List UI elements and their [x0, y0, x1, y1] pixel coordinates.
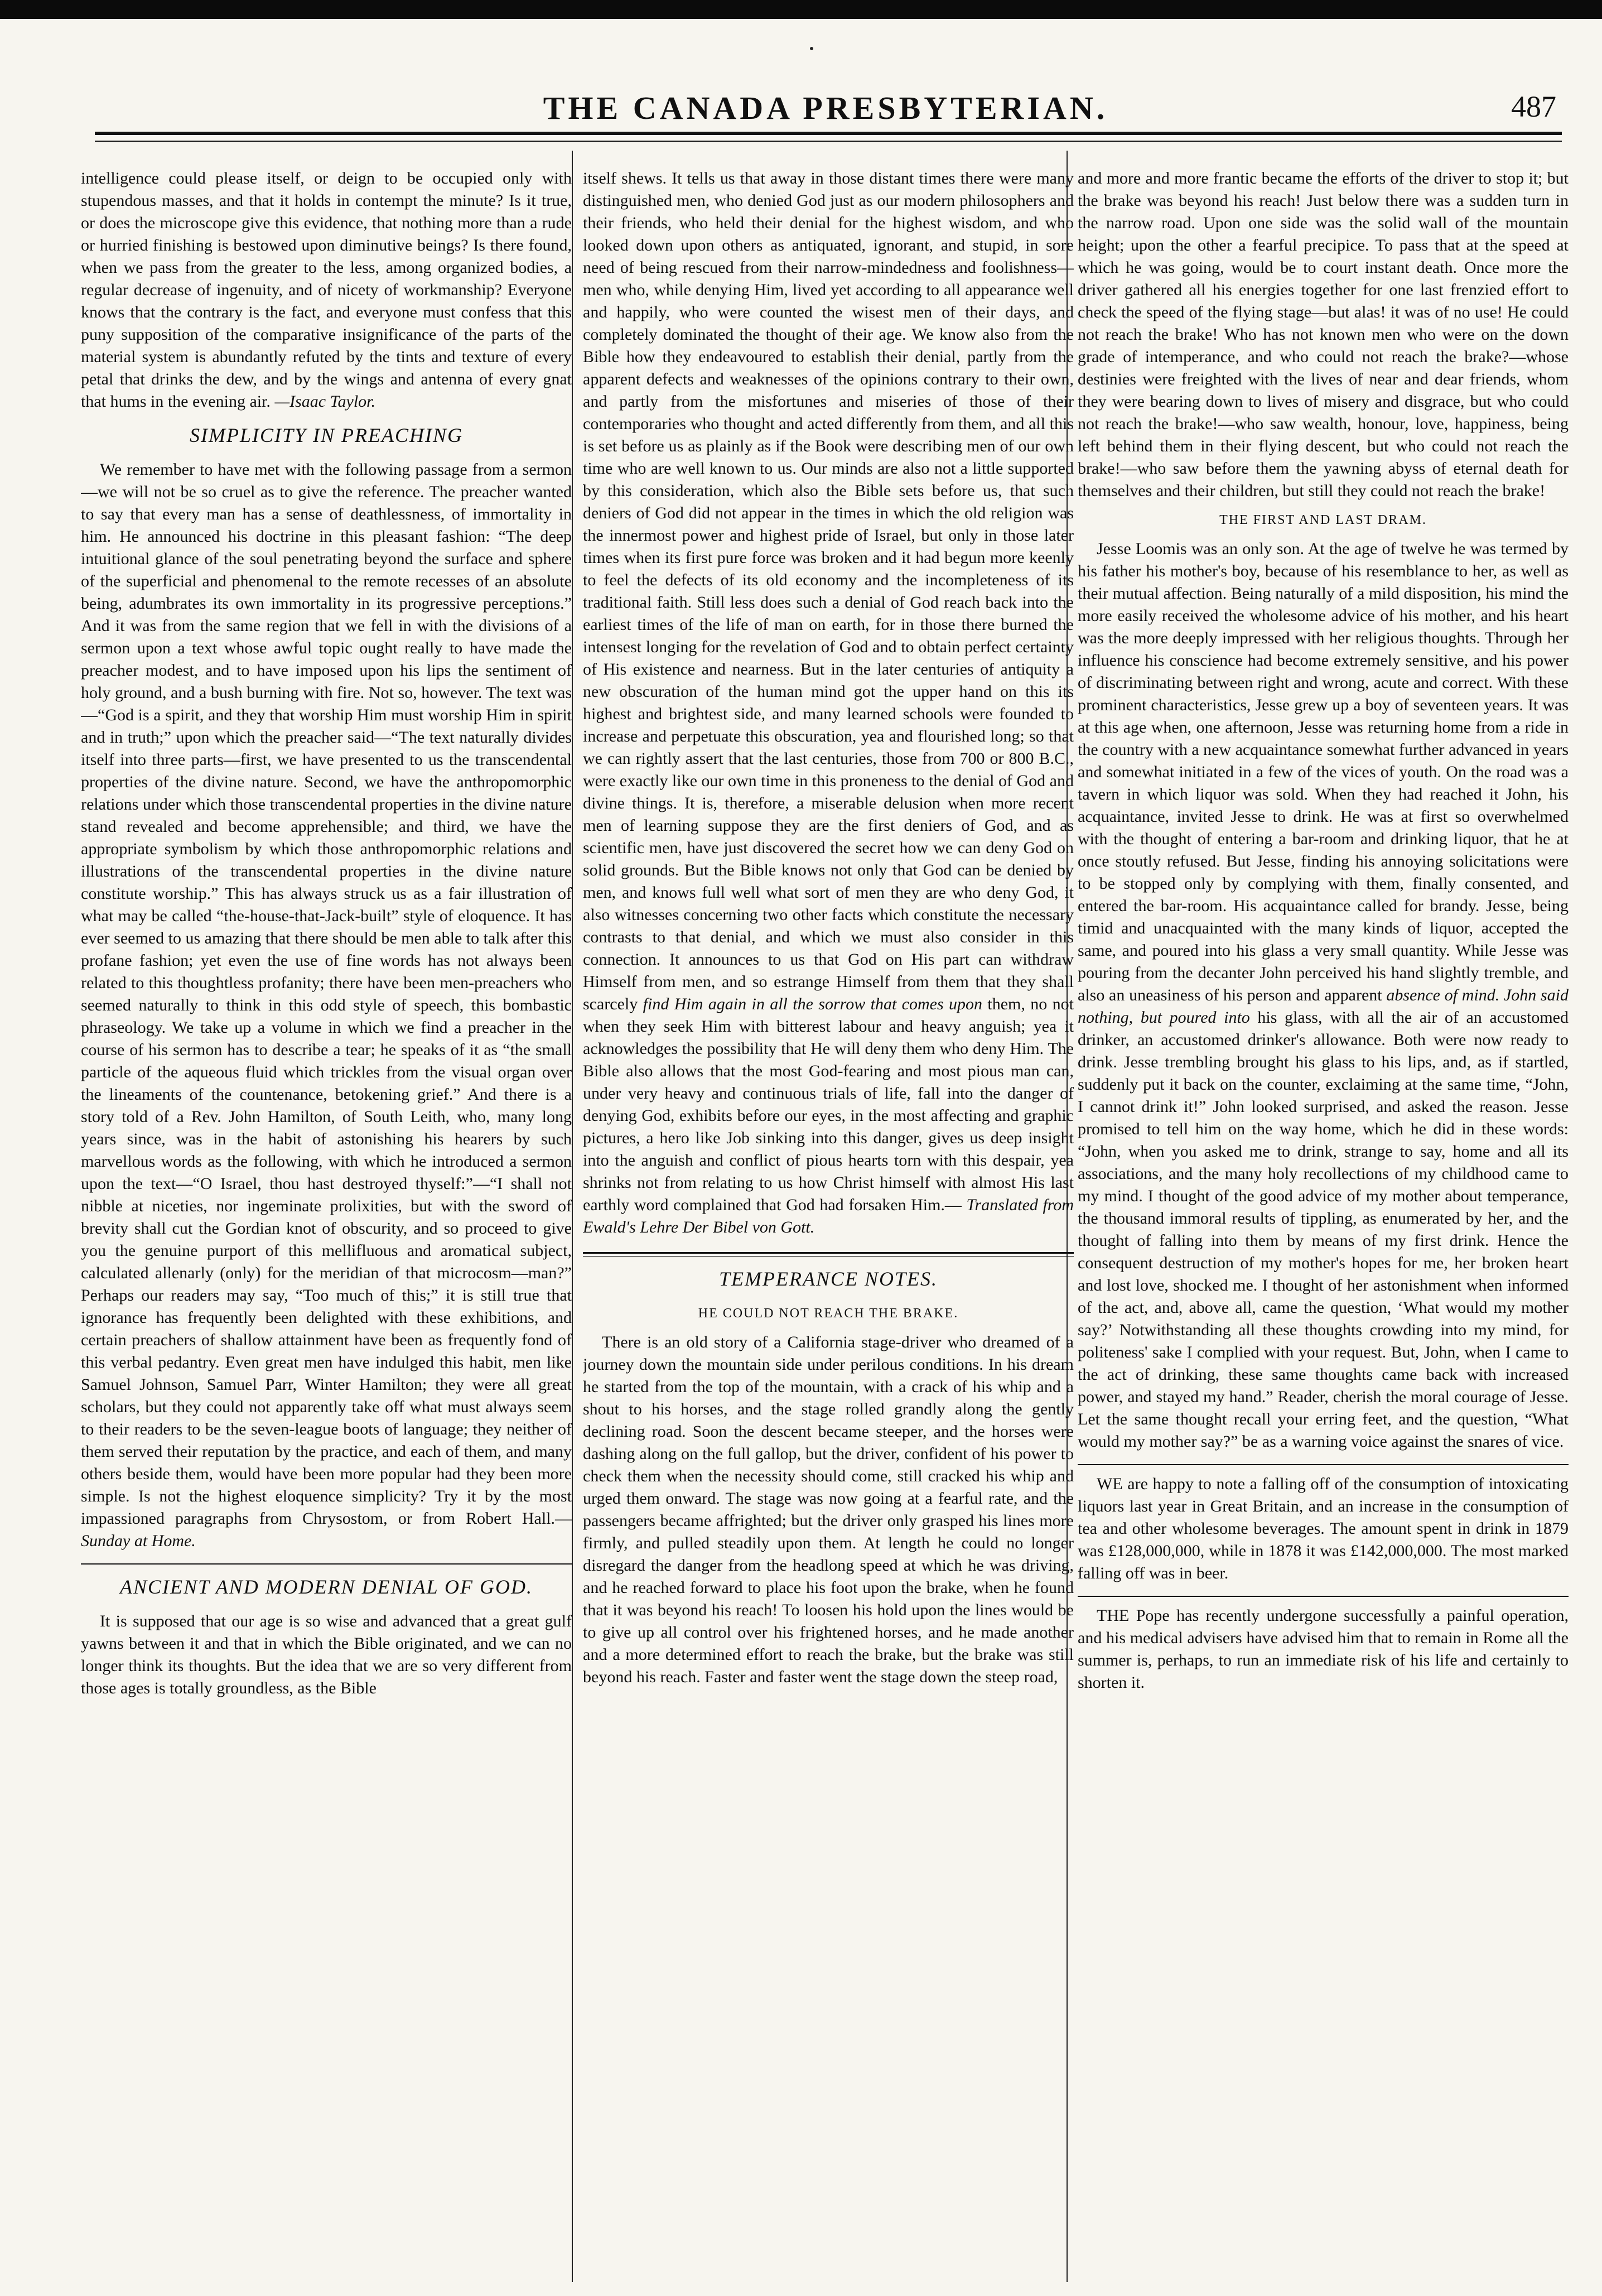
heading-simplicity-in-preaching: SIMPLICITY IN PREACHING	[190, 424, 463, 446]
newspaper-title: THE CANADA PRESBYTERIAN.	[543, 90, 1108, 126]
denial-source: Translated from Ewald's Lehre Der Bibel von Gott.	[583, 1196, 1074, 1236]
simplicity-source: Sunday at Home.	[81, 1532, 196, 1550]
masthead-rule-thin	[95, 141, 1562, 142]
article-paragraph	[583, 167, 1074, 1239]
subheading-first-last-dram: THE FIRST AND LAST DRAM.	[1219, 513, 1427, 527]
heading-temperance-notes: TEMPERANCE NOTES.	[719, 1268, 938, 1290]
section-separator	[583, 1252, 1074, 1257]
section-separator	[81, 1563, 572, 1565]
column-divider-1	[572, 151, 573, 2282]
article-paragraph: There is an old story of a California stage-driver who dreamed of a journey down the mountain side under perilous conditions. In his dream he started from the top of the mountain, with a crack of his whip and a shout to his horses, and the stage rolled grandly along the gently declining road. Soon the descent became steeper, and the horses were dashing along on the full gallop, but the driver, confident of his power to check them when the necessity should come, still cracked his whip and urged them onward. The stage was now going at a fearful rate, and the passengers became affrighted; but the driver only grasped his lines more firmly, and pulled steadily upon them. At length he could no longer disregard the danger from the headlong speed at which he was driving, and he reached forward to place his foot upon the brake, when he found that it was beyond his reach! To loosen his hold upon the lines would be to give up all control over his frightened horses, and he made another and a more determined effort to reach the brake, but the brake was still beyond his reach. Faster and faster went the stage down the steep road,	[583, 1333, 1074, 1686]
article-paragraph: It is supposed that our age is so wise and advanced that a great gulf yawns between it and that in which the Bible originated, and we can no longer think its thoughts. But the idea that we are so very different from those ages is totally groundless, as the Bible	[81, 1612, 572, 1697]
section-separator	[1078, 1464, 1569, 1465]
dram-italic-phrase: absence of mind. John said nothing, but poured into	[1078, 986, 1569, 1027]
column-1	[81, 167, 572, 2288]
article-paragraph: THE Pope has recently undergone successfully a painful operation, and his medical advisers have advised him that to remain in Rome all the summer is, perhaps, to run an immediate risk of his life and certainly to shorten it.	[1078, 1606, 1569, 1692]
denial-text: itself shews. It tells us that away in those distant times there were many distinguished men, who denied God just as our modern philosophers and their friends, who held their denial for the highest wisdom, and who looked down upon others as antiquated, ignorant, and stupid, in sore need of being rescued from their narrow-mindedness and foolishness—men who, while denying Him, lived yet according to all appearance well and happily, who were counted the wisest men of their days, and completely dominated the thought of their age. We know also from the Bible how they endeavoured to establish their denial, partly from the apparent defects and weaknesses of the opinions contrary to their own, and partly from the misfortunes and miseries of those of their contemporaries who thought and acted differently from them, and all this is set before us as plainly as if the Book were describing men of our own time who are well known to us. Our minds are also not a little supported by this consideration, which also the Bible sets before us, that such deniers of God did not appear in the times in which the old religion was the innermost power and highest pride of Israel, but only in those later times when its first pure force was broken and it had begun more keenly to feel the defects of its old economy and the incompleteness of its traditional faith. Still less does such a denial of God reach back into the earliest times of the life of man on earth, for in those there burned the intensest longing for the revelation of God and to obtain perfect certainty of His existence and nearness. But in the later centuries of antiquity a new obscuration of the human mind got the upper hand on this its highest and brightest side, and many learned schools were founded to increase and perpetuate this obscuration, yea and flourished long; so that we can rightly assert that the last centuries, those from 700 or 800 B.C., were exactly like our own time in this proneness to the denial of God and divine things. It is, therefore, a miserable delusion when more recent men of learning suppose they are the first deniers of God, and as scientific men, have just discovered the secret how we can deny God on solid grounds. But the Bible knows not only that God can be denied by men, and knows full well what sort of men they are who deny God, it also witnesses concerning two other facts which constitute the necessary contrasts to that denial, and which we must also consider in this connection. It announces to us that God on His part can withdraw Himself from men, and so estrange Himself from them that they shall scarcely	[583, 169, 1074, 1013]
article-paragraph: and more and more frantic became the efforts of the driver to stop it; but the brake was beyond his reach! Just below there was a sudden turn in the narrow road. Upon one side was the solid wall of the mountain height; upon the other a fearful precipice. To pass that at the speed at which he was going, would be to court instant death. Once more the driver gathered all his energies together for one last frenzied effort to check the speed of the flying stage—but alas! it was of no use! He could not reach the brake! Who has not known men who were on the down grade of intemperance, and who could not reach the brake?—whose destinies were freighted with the lives of near and dear friends, whom they were bearing down to lives of misery and disgrace, but who could not reach the brake!—who saw wealth, honour, love, happiness, being left behind them in their flying descent, but who could not reach the brake!—who saw before them the yawning abyss of eternal death for themselves and their children, but still they could not reach the brake!	[1078, 169, 1569, 500]
page-number: 487	[1511, 90, 1556, 123]
heading-ancient-modern-denial: ANCIENT AND MODERN DENIAL OF GOD.	[119, 1576, 533, 1598]
column-3	[1078, 167, 1569, 2288]
masthead	[89, 84, 1562, 134]
dram-text-continued: his glass, with all the air of an accustomed drinker, an accustomed drinker's allowance. Both were now ready to drink. Jesse trembling brought his glass to his lips, and, as if startled, suddenly put it back on the counter, exclaiming at the same time, “John, I cannot drink it!” John looked surprised, and asked the reason. Jesse promised to tell him on the way home, which he did in these words: “John, when you asked me to drink, strange to say, home and all its associations, and the many holy recollections of my childhood came to my mind. I thought of the good advice of my mother about temperance, the thousand immoral results of tippling, as enumerated by her, and the thought of falling into them by means of my first drink. Hence the consequent destruction of my mother's hopes for me, her broken heart and lost love, shocked me. I thought of her astonishment when informed of the act, and, above all, came the question, ‘What would my mother say?’ Notwithstanding all these thoughts crowding into my mind, for politeness' sake I complied with your request. But, John, when I came to the act of drinking, these same thoughts came back with increased power, and stayed my hand.” Reader, cherish the moral courage of Jesse. Let the same thought recall your erring feet, and the question, “What would my mother say?” be as a warning voice against the snares of vice.	[1078, 1008, 1569, 1451]
section-separator	[1078, 1596, 1569, 1597]
denial-text-continued: them, no not when they seek Him with bitterest labour and heavy anguish; yea it acknowledges the possibility that He will deny them who deny Him. The Bible also allows that the most God-fearing and most pious man can, under very heavy and continuous trials of life, fall into the danger of denying God, exhibits before our eyes, in the most affecting and graphic pictures, a hero like Job sinking into this danger, gives us deep insight into the anguish and conflict of pious hearts torn with this despair, yea shrinks not from relating to us how Christ himself with almost His last earthly word complained that God had forsaken Him.—	[583, 995, 1074, 1214]
intro-text: intelligence could please itself, or deign to be occupied only with stupendous masses, and that it holds in contempt the minute? Is it true, or does the microscope give this evidence, that nothing more than a rude or hurried finishing is bestowed upon diminutive beings? Is there found, when we pass from the greater to the less, among organized bodies, a regular decrease of ingenuity, and of nicety of workmanship? Everyone knows that the contrary is the fact, and everyone must confess that this puny supposition of the comparative insignificance of the parts of the material system is abundantly refuted by the tints and texture of every petal that drinks the dew, and by the wings and antenna of every gnat that hums in the evening air.	[81, 169, 572, 411]
printer-mark	[810, 47, 813, 50]
column-2	[583, 167, 1074, 2288]
dram-text: Jesse Loomis was an only son. At the age of twelve he was termed by his father his mother's boy, because of his resemblance to her, as well as their mutual affection. Being naturally of a mild disposition, his mind the more easily received the wholesome advice of his mother, and his heart was the more deeply impressed with her religious thoughts. Through her influence his conscience had become extremely sensitive, and his power of discriminating between right and wrong, acute and correct. With these prominent characteristics, Jesse grew up a boy of seventeen years. It was at this age when, one afternoon, Jesse was returning home from a ride in the country with a new acquaintance somewhat further advanced in years and somewhat initiated in a few of the vices of youth. On the road was a tavern in which liquor was sold. When they had reached it John, his acquaintance, invited Jesse to drink. He was at first so overwhelmed with the thought of entering a bar-room and drinking liquor, that he at once stoutly refused. But Jesse, finding his annoying solicitations were to be stopped only by complying with them, finally consented, and entered the bar-room. His acquaintance called for brandy. Jesse, being timid and unacquainted with the many kinds of liquor, accepted the same, and poured into his glass a very small quantity. While Jesse was pouring from the decanter John perceived his hand slightly tremble, and also an uneasiness of his person and apparent	[1078, 540, 1569, 1004]
intro-source: —Isaac Taylor.	[274, 392, 376, 411]
article-paragraph	[81, 459, 572, 1552]
article-paragraph	[1078, 538, 1569, 1453]
article-paragraph: WE are happy to note a falling off of the consumption of intoxicating liquors last year in Great Britain, and an increase in the consumption of tea and other wholesome beverages. The amount spent in drink in 1879 was £128,000,000, while in 1878 it was £142,000,000. The most marked falling off was in beer.	[1078, 1475, 1569, 1582]
simplicity-text: We remember to have met with the following passage from a sermon—we will not be so cruel as to give the reference. The preacher wanted to say that every man has a sense of deathlessness, of immortality in him. He announced his doctrine in this pleasant fashion: “The deep intuitional glance of the soul penetrating beyond the surface and sphere of the superficial and phenomenal to the remote recesses of an absolute being, adumbrates its own immortality in its progressive perceptions.” And it was from the same region that we fell in with the divisions of a sermon upon a text whose awful topic ought really to have made the preacher modest, and to have imposed upon his lips the sentiment of holy ground, and a bush burning with fire. Not so, however. The text was—“God is a spirit, and they that worship Him must worship Him in spirit and in truth;” upon which the preacher said—“The text naturally divides itself into three parts—first, we have presented to us the transcendental properties of the divine nature. Second, we have the anthropomorphic relations under which those transcendental properties in the divine nature stand revealed and become apprehensible; and third, we have the appropriate symbolism by which those anthropomorphic relations and illustrations of the transcendental properties in the divine nature constitute worship.” This has always struck us as a fair illustration of what may be called “the-house-that-Jack-built” style of eloquence. It has ever seemed to us amazing that there should be men able to talk after this profane fashion; yet even the use of fine words has not always been related to this thoughtless profanity; there have been men-preachers who seemed naturally to think in this odd style of speech, this bombastic phraseology. We take up a volume in which we find a preacher in the course of his sermon has to describe a tear; he speaks of it as “the small particle of the aqueous fluid which trickles from the visual organ over the lineaments of the countenance, betokening grief.” And there is a story told of a Rev. John Hamilton, of South Leith, who, many long years since, was in the habit of astonishing his hearers by such marvellous words as the following, with which he introduced a sermon upon the text—“O Israel, thou hast destroyed thyself:”—“I shall not nibble at niceties, nor ingeminate prolixities, but with the sword of brevity shall cut the Gordian knot of obscurity, and so proceed to give you the genuine purport of this mellifluous and aromatical subject, calculated allenarly (only) for the meridian of that microcosm—man?” Perhaps our readers may say, “Too much of this;” it is still true that ignorance has frequently been delighted with these exhibitions, and certain preachers of shallow attainment have been as frequently fond of this verbal pedantry. Even great men have indulged this habit, men like Samuel Johnson, Samuel Parr, Winter Hamilton; they were all great scholars, but they could not apparently take off what must always seem to their readers to be the seven-league boots of language; they neither of them served their reputation by the practice, and each of them, and many others beside them, would have been more popular had they been more simple. Is not the highest eloquence simplicity? Try it by the most impassioned paragraphs from Chrysostom, or from Robert Hall.—	[81, 460, 572, 1528]
article-paragraph	[81, 167, 572, 413]
masthead-rule-thick	[95, 132, 1562, 135]
subheading-brake: HE COULD NOT REACH THE BRAKE.	[698, 1306, 959, 1321]
denial-italic-phrase: find Him again in all the sorrow that comes upon	[643, 995, 983, 1013]
top-border-rule	[0, 0, 1602, 19]
